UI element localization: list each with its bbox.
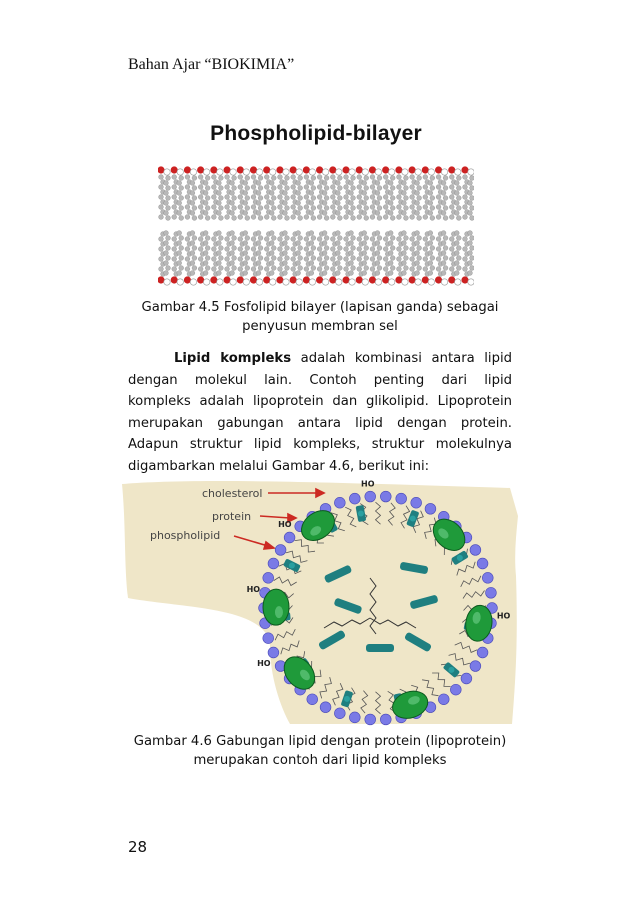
phospholipid-head: [438, 694, 449, 705]
phospholipid-head: [470, 545, 481, 556]
paragraph-line: dengan molekul lain. Contoh penting dari lipid: [128, 372, 512, 388]
page-number: 28: [128, 838, 148, 856]
phospholipid-head: [477, 647, 488, 658]
ho-label: HO: [246, 585, 261, 595]
paragraph-line: Adapun struktur lipid kompleks, struktur molekulnya: [128, 437, 512, 453]
paragraph-line: digambarkan melalui Gambar 4.6, berikut ini:: [128, 458, 430, 474]
paragraph-line: merupakan gabungan antara lipid dengan protein.: [128, 415, 512, 431]
label-protein: protein: [212, 510, 252, 523]
phospholipid-head: [486, 587, 497, 598]
phospholipid-head: [365, 714, 376, 725]
lipoprotein-illustration: [120, 476, 520, 726]
apolipoprotein: [263, 589, 289, 625]
page-header: Bahan Ajar “BIOKIMIA”: [128, 56, 295, 73]
figure-title: Phospholipid-bilayer: [210, 122, 422, 145]
ho-label: HO: [496, 611, 511, 621]
phospholipid-head: [482, 572, 493, 583]
caption-line: Gambar 4.6 Gabungan lipid dengan protein (lipoprotein): [133, 734, 507, 749]
ho-label: HO: [361, 479, 375, 489]
phospholipid-head: [380, 491, 391, 502]
phospholipid-head: [275, 545, 286, 556]
phospholipid-head: [477, 558, 488, 569]
phospholipid-head: [307, 694, 318, 705]
paragraph-line: kompleks adalah lipoprotein dan glikolipid. Lipoprotein: [128, 394, 512, 410]
label-cholesterol: cholesterol: [202, 487, 263, 500]
figure-4-5-caption: [128, 298, 512, 336]
phospholipid-head: [380, 714, 391, 725]
phospholipid-head: [411, 497, 422, 508]
phospholipid-head: [263, 572, 274, 583]
label-phospholipid: phospholipid: [150, 529, 221, 542]
paragraph-line: [128, 348, 512, 370]
body-paragraph: [128, 348, 512, 478]
bilayer-illustration: [158, 122, 474, 290]
phospholipid-head: [349, 712, 360, 723]
phospholipid-head: [334, 708, 345, 719]
core-cholesteryl-ester: [366, 644, 394, 652]
bold-term: Lipid kompleks: [174, 351, 292, 366]
phospholipid-head: [425, 503, 436, 514]
phospholipid-head: [284, 532, 295, 543]
caption-line: Gambar 4.5 Fosfolipid bilayer (lapisan ganda) sebagai: [141, 300, 499, 315]
phospholipid-head: [263, 633, 274, 644]
phospholipid-head: [349, 493, 360, 504]
ho-label: HO: [278, 519, 292, 529]
phospholipid-head: [268, 647, 279, 658]
phospholipid-head: [268, 558, 279, 569]
text-span: adalah kombinasi antara lipid: [291, 351, 513, 366]
phospholipid-bilayer-figure: [158, 122, 474, 290]
ho-label: HO: [257, 658, 271, 668]
lipoprotein-figure: [120, 476, 520, 726]
caption-line: merupakan contoh dari lipid kompleks: [193, 753, 447, 768]
phospholipid-head: [334, 497, 345, 508]
phospholipid-head: [470, 661, 481, 672]
figure-4-6-caption: [120, 732, 520, 770]
phospholipid-head: [450, 684, 461, 695]
caption-line: penyusun membran sel: [242, 319, 398, 334]
bilayer-molecules: [158, 166, 474, 285]
phospholipid-head: [396, 493, 407, 504]
phospholipid-head: [461, 673, 472, 684]
phospholipid-head: [365, 491, 376, 502]
phospholipid-head: [320, 702, 331, 713]
